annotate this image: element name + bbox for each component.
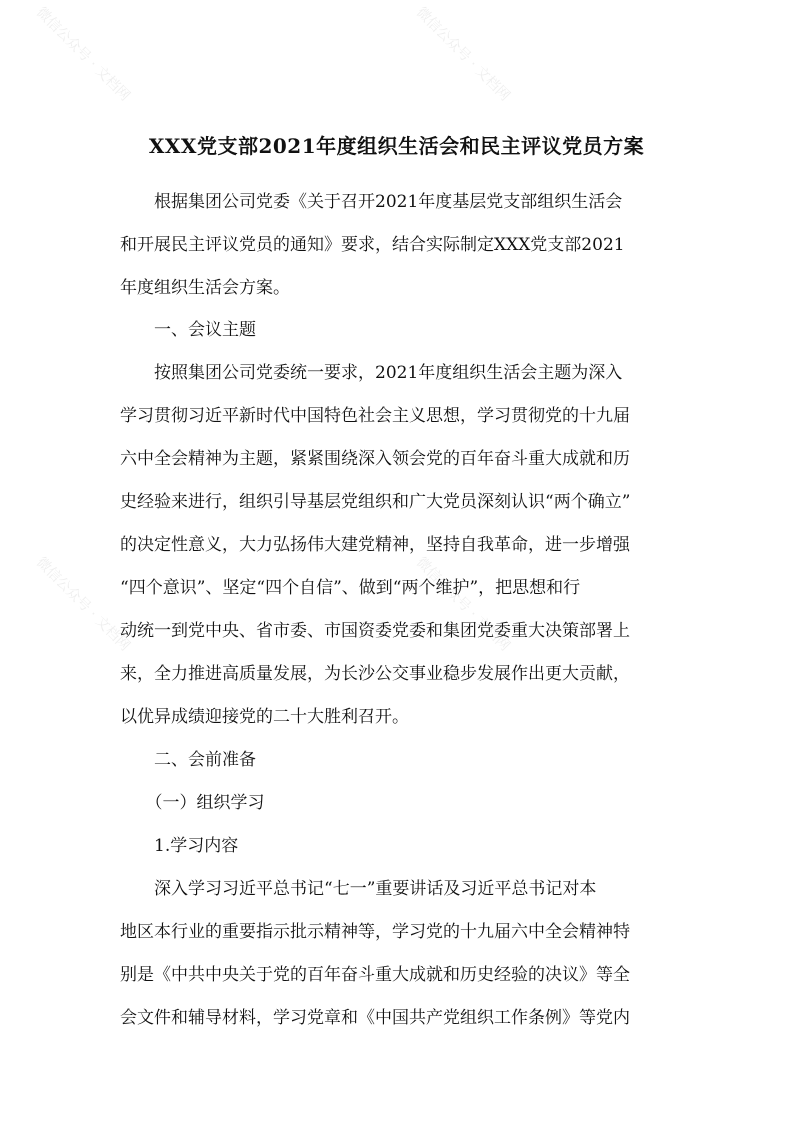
body-line: 的决定性意义，大力弘扬伟大建党精神，坚持自我革命，进一步增强: [120, 535, 630, 555]
body-line: 学习贯彻习近平新时代中国特色社会主义思想，学习贯彻党的十九届: [120, 406, 630, 426]
body-line: 来，全力推进高质量发展，为长沙公交事业稳步发展作出更大贡献，: [120, 664, 630, 684]
section-heading: 一、会议主题: [120, 320, 256, 340]
watermark-text: 微信公众号 · 文档网: [32, 4, 133, 105]
watermark-text: 微信公众号 · 文档网: [32, 554, 133, 655]
body-line: 以优异成绩迎接党的二十大胜利召开。: [120, 707, 409, 727]
document-title: XXX党支部2021年度组织生活会和民主评议党员方案: [148, 134, 645, 158]
body-line: 史经验来进行，组织引导基层党组织和广大党员深刻认识“两个确立”: [120, 492, 631, 512]
section-heading: 二、会前准备: [120, 750, 256, 770]
body-line: “四个意识”、坚定“四个自信”、做到“两个维护”，把思想和行: [120, 578, 581, 598]
body-line: 和开展民主评议党员的通知》要求，结合实际制定XXX党支部2021: [120, 235, 625, 255]
subsection-heading: （一）组织学习: [120, 793, 265, 813]
body-line: 按照集团公司党委统一要求，2021年度组织生活会主题为深入: [120, 363, 623, 383]
watermark-text: 微信公众号 · 文档网: [412, 4, 513, 105]
body-line: 别是《中共中央关于党的百年奋斗重大成就和历史经验的决议》等全: [120, 965, 630, 985]
body-line: 地区本行业的重要指示批示精神等，学习党的十九届六中全会精神特: [120, 922, 630, 942]
body-line: 动统一到党中央、省市委、市国资委党委和集团党委重大决策部署上: [120, 621, 630, 641]
body-line: 深入学习习近平总书记“七一”重要讲话及习近平总书记对本: [120, 879, 597, 899]
subsection-heading: 1.学习内容: [120, 836, 239, 856]
watermark-text: 微信公众号 · 文档网: [412, 554, 513, 655]
body-line: 六中全会精神为主题，紧紧围绕深入领会党的百年奋斗重大成就和历: [120, 449, 630, 469]
body-line: 根据集团公司党委《关于召开2021年度基层党支部组织生活会: [120, 192, 623, 212]
body-line: 年度组织生活会方案。: [120, 278, 290, 298]
body-line: 会文件和辅导材料，学习党章和《中国共产党组织工作条例》等党内: [120, 1008, 630, 1028]
